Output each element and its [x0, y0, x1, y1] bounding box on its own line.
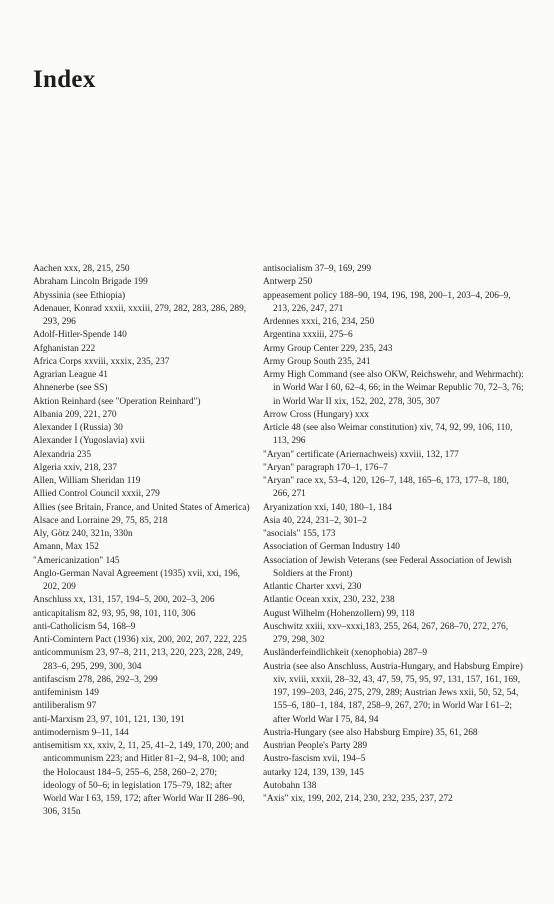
- index-entry: Auschwitz xxiii, xxv–xxxi,183, 255, 264, 267, 268–70, 272, 276, 279, 298, 302: [263, 621, 509, 645]
- index-entry: Allies (see Britain, France, and United States of America): [33, 502, 250, 513]
- index-entry: Austrian People's Party 289: [263, 741, 368, 751]
- index-entry: antisocialism 37–9, 169, 299: [263, 264, 372, 274]
- index-entry: Army Group South 235, 241: [263, 356, 371, 367]
- index-column-left: [33, 263, 251, 820]
- index-entry: Arrow Cross (Hungary) xxx: [263, 409, 369, 420]
- index-entry: "Aryan" paragraph 170–1, 176–7: [263, 462, 388, 473]
- index-entry: Autobahn 138: [263, 780, 317, 791]
- page-title: Index: [33, 66, 96, 93]
- index-entry: Association of Jewish Veterans (see Federal Association of Jewish Soldiers at the Front): [263, 555, 512, 579]
- index-entry: Ausländerfeindlichkeit (xenophobia) 287–9: [263, 648, 428, 659]
- index-entry: Allen, William Sheridan 119: [33, 476, 141, 486]
- index-entry: Antwerp 250: [263, 277, 313, 288]
- index-entry: Army Group Center 229, 235, 243: [263, 343, 393, 354]
- index-entry: anticommunism 23, 97–8, 211, 213, 220, 223, 228, 249, 283–6, 295, 299, 300, 304: [33, 648, 244, 672]
- index-column-right: [263, 263, 526, 806]
- index-entry: anticapitalism 82, 93, 95, 98, 101, 110, 306: [33, 608, 196, 619]
- index-entry: Anti-Comintern Pact (1936) xix, 200, 202, 207, 222, 225: [33, 635, 247, 645]
- index-entry: Alexander I (Yugoslavia) xvii: [33, 436, 145, 447]
- index-entry: "Aryan" race xx, 53–4, 120, 126–7, 148, 165–6, 173, 177–8, 180, 266, 271: [263, 476, 509, 500]
- index-entry: Article 48 (see also Weimar constitution) xiv, 74, 92, 99, 106, 110, 113, 296: [263, 423, 513, 447]
- index-entry: "Aryan" certificate (Ariernachweis) xxviii, 132, 177: [263, 449, 459, 460]
- index-entry: Abraham Lincoln Brigade 199: [33, 277, 148, 288]
- index-entry: Austro-fascism xvii, 194–5: [263, 754, 366, 765]
- index-entry: Aachen xxx, 28, 215, 250: [33, 264, 130, 274]
- index-entry: Agrarian League 41: [33, 370, 108, 380]
- index-entry: Aryanization xxi, 140, 180–1, 184: [263, 502, 392, 513]
- index-entry: August Wilhelm (Hohenzollern) 99, 118: [263, 608, 415, 619]
- index-entry: Amann, Max 152: [33, 542, 99, 553]
- index-entry: Algeria xxiv, 218, 237: [33, 462, 118, 473]
- index-entry: Anschluss xx, 131, 157, 194–5, 200, 202–3, 206: [33, 595, 215, 606]
- index-entry: Aly, Götz 240, 321n, 330n: [33, 529, 133, 539]
- index-entry: Argentina xxxiii, 275–6: [263, 330, 353, 341]
- index-entry: Asia 40, 224, 231–2, 301–2: [263, 515, 367, 526]
- index-entry: Anglo-German Naval Agreement (1935) xvii, xxi, 196, 202, 209: [33, 568, 240, 592]
- index-entry: antifascism 278, 286, 292–3, 299: [33, 674, 158, 685]
- index-entry: Albania 209, 221, 270: [33, 409, 117, 420]
- index-entry: Allied Control Council xxxii, 279: [33, 489, 160, 500]
- index-entry: Army High Command (see also OKW, Reichswehr, and Wehrmacht): in World War I 60, 62–4, 66; in the Weimar Republic 70, 72–3, 76; in World War II xix, 152, 202, 278, 305, 307: [263, 370, 524, 407]
- index-entry: anti-Catholicism 54, 168–9: [33, 621, 136, 632]
- index-entry: Afghanistan 222: [33, 343, 96, 354]
- index-entry: antifeminism 149: [33, 688, 99, 698]
- index-entry: Alexandria 235: [33, 449, 92, 460]
- index-entry: Ahnenerbe (see SS): [33, 383, 108, 394]
- index-entry: Austria-Hungary (see also Habsburg Empire) 35, 61, 268: [263, 727, 478, 738]
- index-entry: Atlantic Charter xxvi, 230: [263, 582, 362, 592]
- index-entry: "asocials" 155, 173: [263, 529, 336, 539]
- index-entry: Austria (see also Anschluss, Austria-Hungary, and Habsburg Empire) xiv, xviii, xxxii, 28–32, 43, 47, 59, 75, 95, 97, 131, 157, 161, 169, 197, 199–203, 246, 275, 279, 289; Austrian Jews xxii, 50, 52, 54, 155–6, 180–1, 184, 187, 258–9, 267, 270; in World War I 61–2; after World War I 75, 84, 94: [263, 661, 523, 725]
- index-entry: Ardennes xxxi, 216, 234, 250: [263, 317, 375, 327]
- index-entry: antimodernism 9–11, 144: [33, 727, 129, 738]
- index-entry: Atlantic Ocean xxix, 230, 232, 238: [263, 595, 395, 606]
- index-entry: Adenauer, Konrad xxxii, xxxiii, 279, 282, 283, 286, 289, 293, 296: [33, 303, 247, 327]
- index-entry: Adolf-Hitler-Spende 140: [33, 330, 127, 341]
- index-entry: antisemitism xx, xxiv, 2, 11, 25, 41–2, 149, 170, 200; and anticommunism 223; and Hitler 81–2, 94–8, 100; and the Holocaust 184–5, 255–6, 258, 260–2, 270; ideology of 50–6; in legislation 175–79, 182; after World War I 63, 159, 172; after World War II 286–90, 306, 315n: [33, 741, 249, 818]
- index-entry: antiliberalism 97: [33, 701, 97, 712]
- index-entry: autarky 124, 139, 139, 145: [263, 767, 364, 778]
- index-entry: Association of German Industry 140: [263, 542, 400, 553]
- index-entry: Africa Corps xxviii, xxxix, 235, 237: [33, 356, 170, 367]
- index-entry: Alexander I (Russia) 30: [33, 423, 123, 433]
- index-entry: Aktion Reinhard (see "Operation Reinhard"): [33, 396, 201, 407]
- index-entry: "Axis" xix, 199, 202, 214, 230, 232, 235, 237, 272: [263, 794, 453, 804]
- index-entry: Alsace and Lorraine 29, 75, 85, 218: [33, 515, 168, 526]
- index-entry: appeasement policy 188–90, 194, 196, 198, 200–1, 203–4, 206–9, 213, 226, 247, 271: [263, 290, 511, 314]
- index-entry: anti-Marxism 23, 97, 101, 121, 130, 191: [33, 714, 185, 725]
- index-entry: "Americanization" 145: [33, 555, 120, 566]
- index-entry: Abyssinia (see Ethiopia): [33, 290, 126, 301]
